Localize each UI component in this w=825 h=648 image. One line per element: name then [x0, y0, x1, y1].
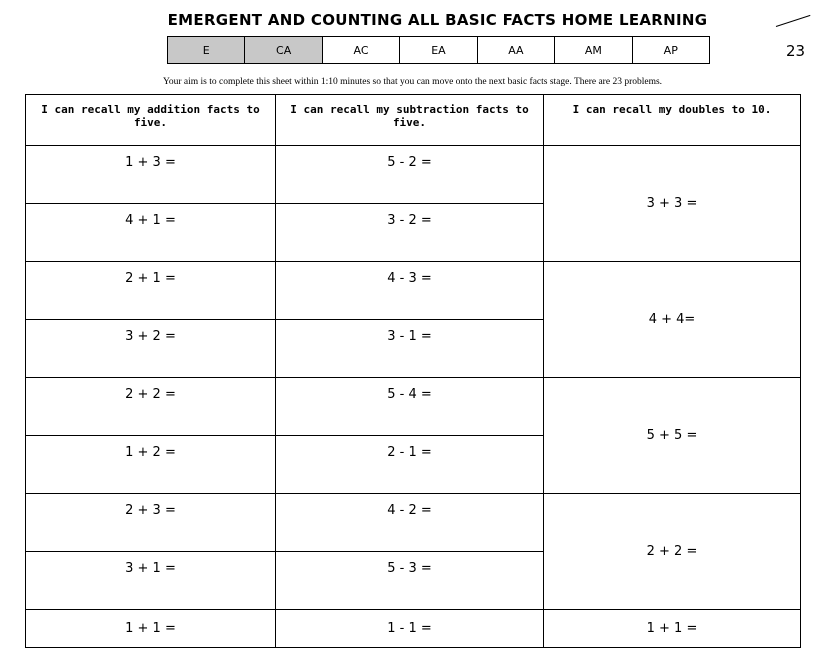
- addition-problem[interactable]: 3 + 2 =: [26, 320, 276, 378]
- doubles-problem[interactable]: 2 + 2 =: [544, 494, 801, 610]
- addition-problem[interactable]: 3 + 1 =: [26, 552, 276, 610]
- addition-problem[interactable]: 1 + 2 =: [26, 436, 276, 494]
- column-header-addition: I can recall my addition facts to five.: [26, 95, 276, 146]
- addition-problem[interactable]: 2 + 2 =: [26, 378, 276, 436]
- aim-text: Your aim is to complete this sheet within 1:10 minutes so that you can move onto the next basic facts stage. There are 23 problems.: [162, 77, 663, 87]
- subtraction-problem[interactable]: 3 - 1 =: [276, 320, 544, 378]
- addition-problem[interactable]: 1 + 3 =: [26, 146, 276, 204]
- stage-e: E: [168, 37, 245, 64]
- column-header-doubles: I can recall my doubles to 10.: [544, 95, 801, 146]
- subtraction-problem[interactable]: 5 - 2 =: [276, 146, 544, 204]
- subtraction-problem[interactable]: 1 - 1 =: [276, 610, 544, 648]
- subtraction-problem[interactable]: 5 - 4 =: [276, 378, 544, 436]
- column-header-subtraction: I can recall my subtraction facts to five.: [276, 95, 544, 146]
- stage-table: [167, 36, 710, 64]
- stage-aa: AA: [477, 37, 554, 64]
- subtraction-problem[interactable]: 2 - 1 =: [276, 436, 544, 494]
- stage-ac: AC: [322, 37, 399, 64]
- stage-ap: AP: [632, 37, 709, 64]
- subtraction-problem[interactable]: 4 - 2 =: [276, 494, 544, 552]
- subtraction-problem[interactable]: 3 - 2 =: [276, 204, 544, 262]
- subtraction-problem[interactable]: 5 - 3 =: [276, 552, 544, 610]
- doubles-problem[interactable]: 1 + 1 =: [544, 610, 801, 648]
- subtraction-problem[interactable]: 4 - 3 =: [276, 262, 544, 320]
- doubles-problem[interactable]: 4 + 4=: [544, 262, 801, 378]
- addition-problem[interactable]: 2 + 1 =: [26, 262, 276, 320]
- facts-table: [25, 94, 801, 648]
- worksheet-title: EMERGENT AND COUNTING ALL BASIC FACTS HOME LEARNING: [167, 11, 708, 29]
- addition-problem[interactable]: 4 + 1 =: [26, 204, 276, 262]
- stage-am: AM: [555, 37, 632, 64]
- doubles-problem[interactable]: 3 + 3 =: [544, 146, 801, 262]
- addition-problem[interactable]: 2 + 3 =: [26, 494, 276, 552]
- stage-ca: CA: [245, 37, 322, 64]
- doubles-problem[interactable]: 5 + 5 =: [544, 378, 801, 494]
- score-total: 23: [786, 42, 806, 60]
- stage-ea: EA: [400, 37, 477, 64]
- addition-problem[interactable]: 1 + 1 =: [26, 610, 276, 648]
